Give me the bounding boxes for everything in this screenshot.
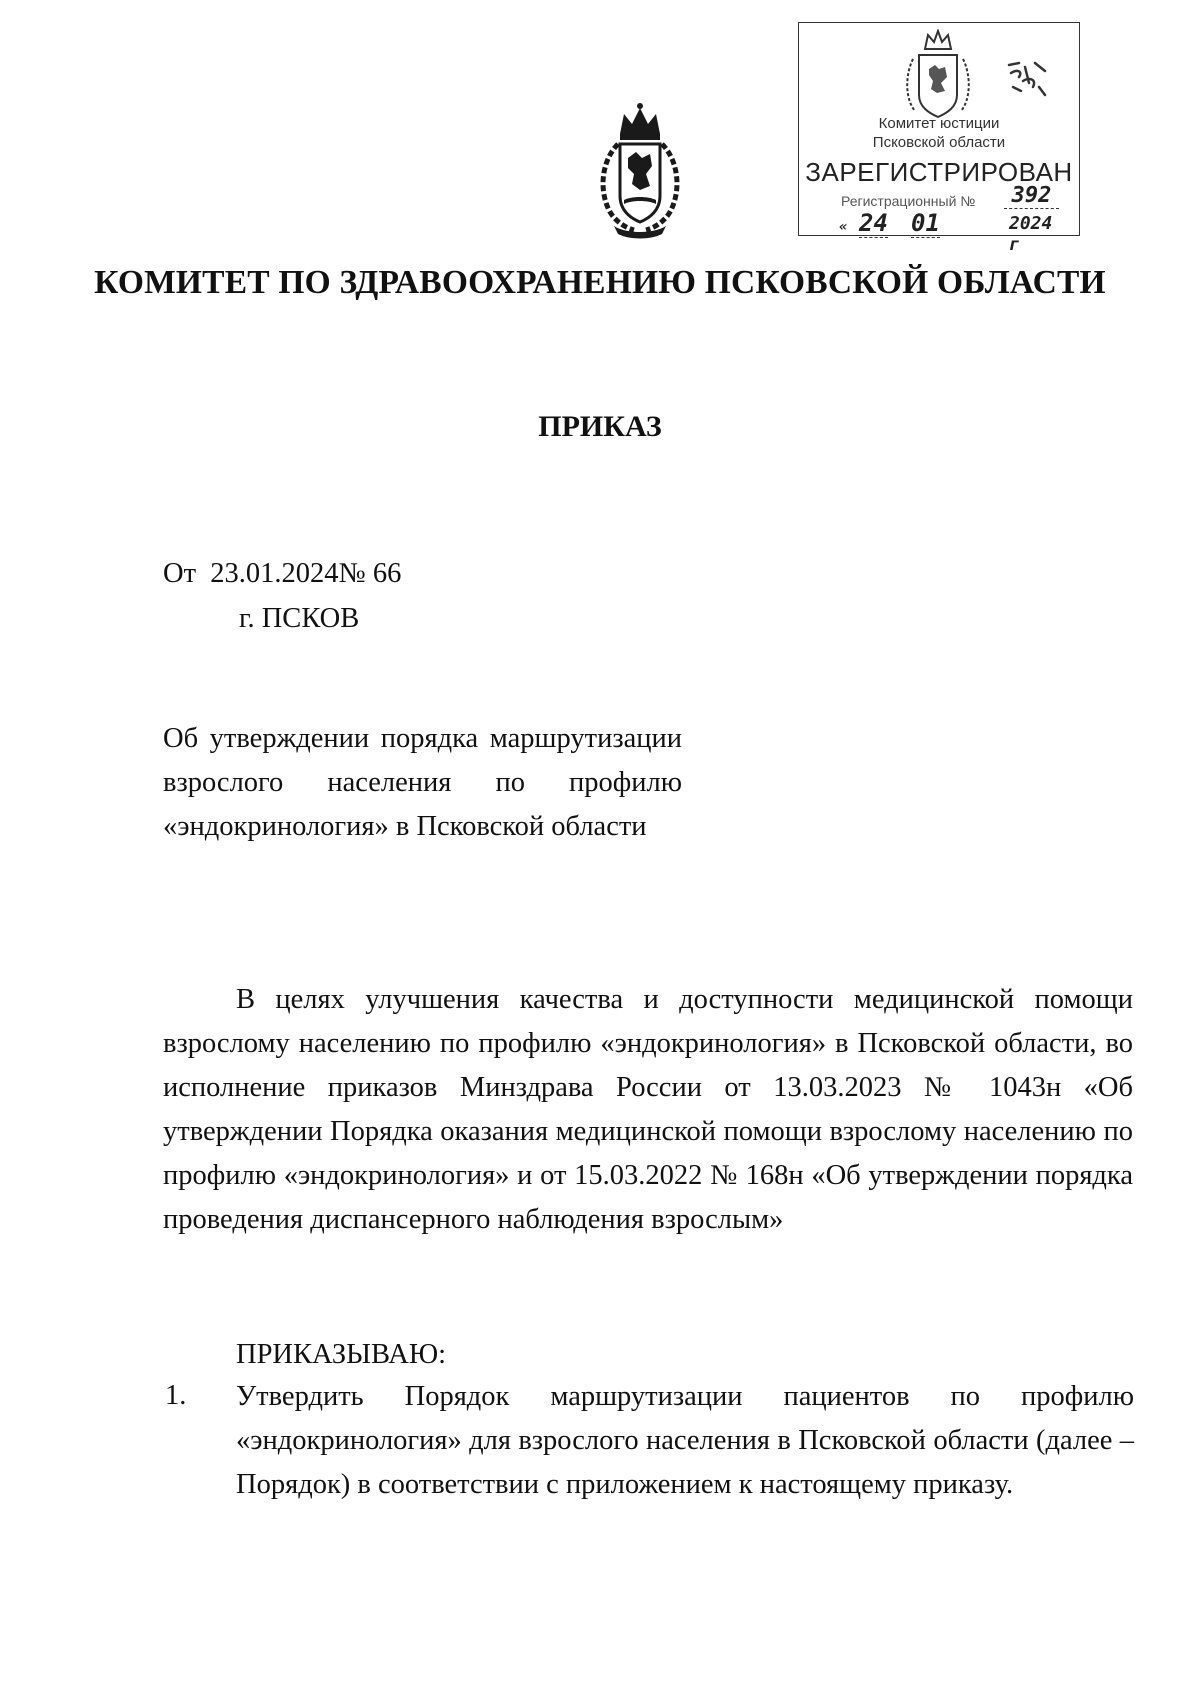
order-preamble: В целях улучшения качества и доступности медицинской помощи взрослому населению по профилю «эндокринология» в Псковской области, во исполнение приказов Минздрава России от 13.03.2023 № 1043н «Об утверждении Порядка оказания медицинской помощи взрослому населению по профилю «эндокринология» и от 15.03.2022 № 168н «Об утверждении порядка проведения диспансерного наблюдения взрослым»: [163, 984, 1133, 1235]
stamp-date-year: 2024 г: [1009, 213, 1053, 255]
stamp-reg-number: 392: [1004, 183, 1059, 209]
document-type-title: ПРИКАЗ: [538, 410, 662, 443]
order-command-word: ПРИКАЗЫВАЮ:: [236, 1339, 447, 1370]
order-date-number: От 23.01.2024№ 66: [163, 558, 402, 589]
stamp-date-month: 01: [911, 209, 940, 237]
registration-stamp: [798, 22, 1080, 255]
stamp-issuer-line2: Псковской области: [872, 134, 1006, 151]
stamp-seal-emblem: [903, 29, 973, 123]
stamp-date-day: 24: [859, 209, 888, 237]
stamp-issuer-line1: Комитет юстиции: [878, 115, 1000, 132]
order-city: г. ПСКОВ: [239, 603, 360, 634]
order-subject: Об утверждении порядка маршрутизации взрослого населения по профилю «эндокринология» в Псковской области: [163, 723, 682, 842]
coat-of-arms-emblem: [590, 100, 690, 240]
stamp-date-prefix: «: [839, 219, 848, 235]
stamp-status: ЗАРЕГИСТРИРОВАН: [805, 157, 1073, 187]
handwritten-mark-icon: [1005, 57, 1049, 103]
order-item-number: 1.: [165, 1380, 187, 1411]
organization-title: КОМИТЕТ ПО ЗДРАВООХРАНЕНИЮ ПСКОВСКОЙ ОБЛАСТИ: [94, 264, 1106, 301]
order-item-text: Утвердить Порядок маршрутизации пациентов по профилю «эндокринология» для взрослого населения в Псковской области (далее – Порядок) в соответствии с приложением к настоящему приказу.: [236, 1381, 1134, 1500]
stamp-reg-label: Регистрационный №: [841, 193, 976, 209]
stamp-date: [839, 209, 1061, 255]
